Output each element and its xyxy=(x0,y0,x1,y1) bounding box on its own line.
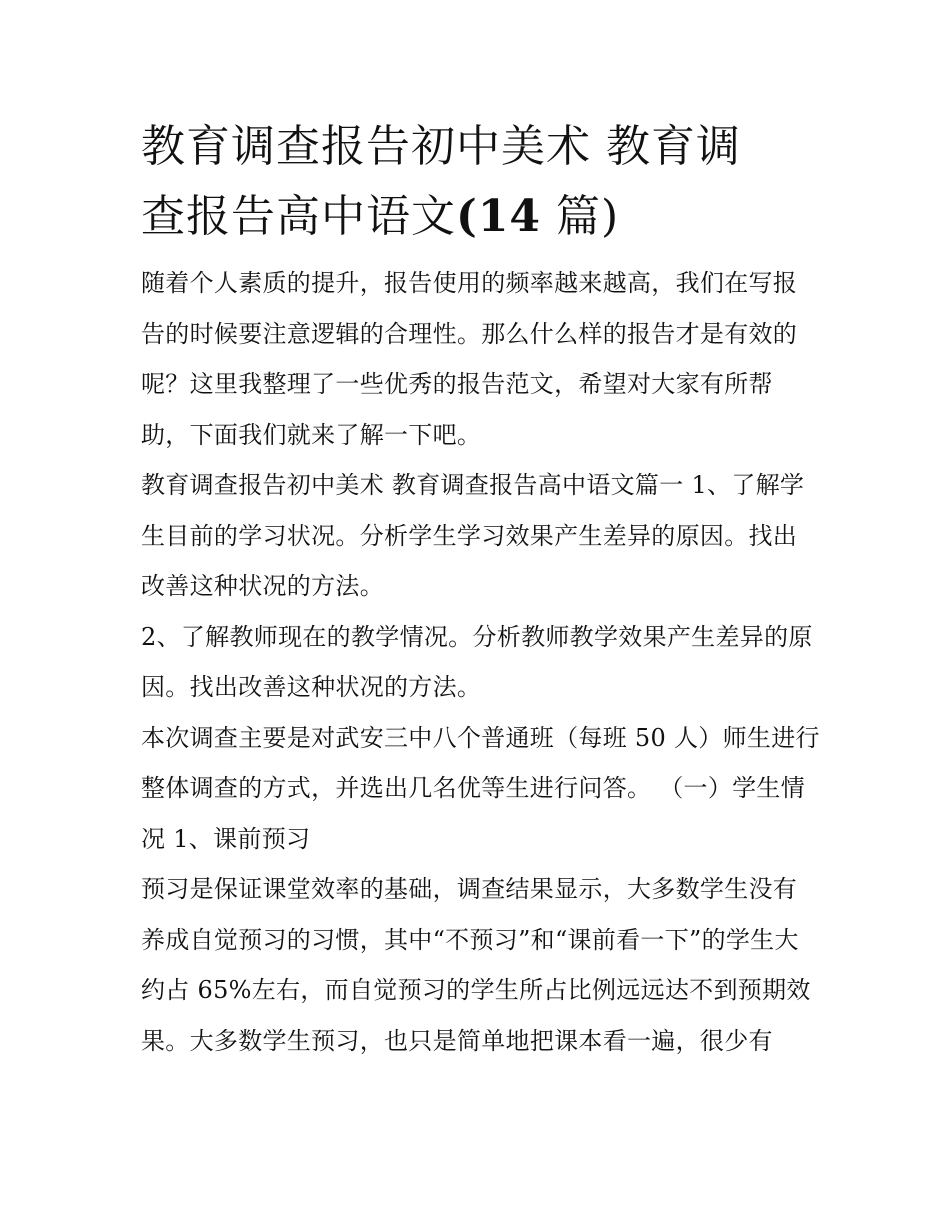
preview-paragraph: 预习是保证课堂效率的基础，调查结果显示，大多数学生没有养成自觉预习的习惯，其中“不预习”和“课前看一下”的学生大约占 65%左右，而自觉预习的学生所占比例远远达不到预期效果。大多数学生预习，也只是简单地把课本看一遍，很少有 xyxy=(141,875,811,1055)
title-line-2-suffix: 篇) xyxy=(541,191,620,242)
method-paragraph: 本次调查主要是对武安三中八个普通班（每班 50 人）师生进行整体调查的方式，并选出几名优等生进行问答。 （一）学生情况 1、课前预习 xyxy=(141,723,820,853)
purpose-paragraph-2: 2、了解教师现在的教学情况。分析教师教学效果产生差异的原因。找出改善这种状况的方法。 xyxy=(141,622,813,701)
title-line-2-prefix: 查报告高中语文 xyxy=(141,191,456,242)
document-title xyxy=(141,112,821,252)
document-page xyxy=(141,112,821,1066)
title-line-1: 教育调查报告初中美术 教育调 xyxy=(141,121,741,172)
title-count: (14 xyxy=(456,191,542,242)
purpose-paragraph-1: 教育调查报告初中美术 教育调查报告高中语文篇一 1、了解学生目前的学习状况。分析学生学习效果产生差异的原因。找出改善这种状况的方法。 xyxy=(141,471,805,600)
intro-paragraph: 随着个人素质的提升，报告使用的频率越来越高，我们在写报告的时候要注意逻辑的合理性。那么什么样的报告才是有效的呢？这里我整理了一些优秀的报告范文，希望对大家有所帮助，下面我们就来了解一下吧。 xyxy=(141,269,798,449)
